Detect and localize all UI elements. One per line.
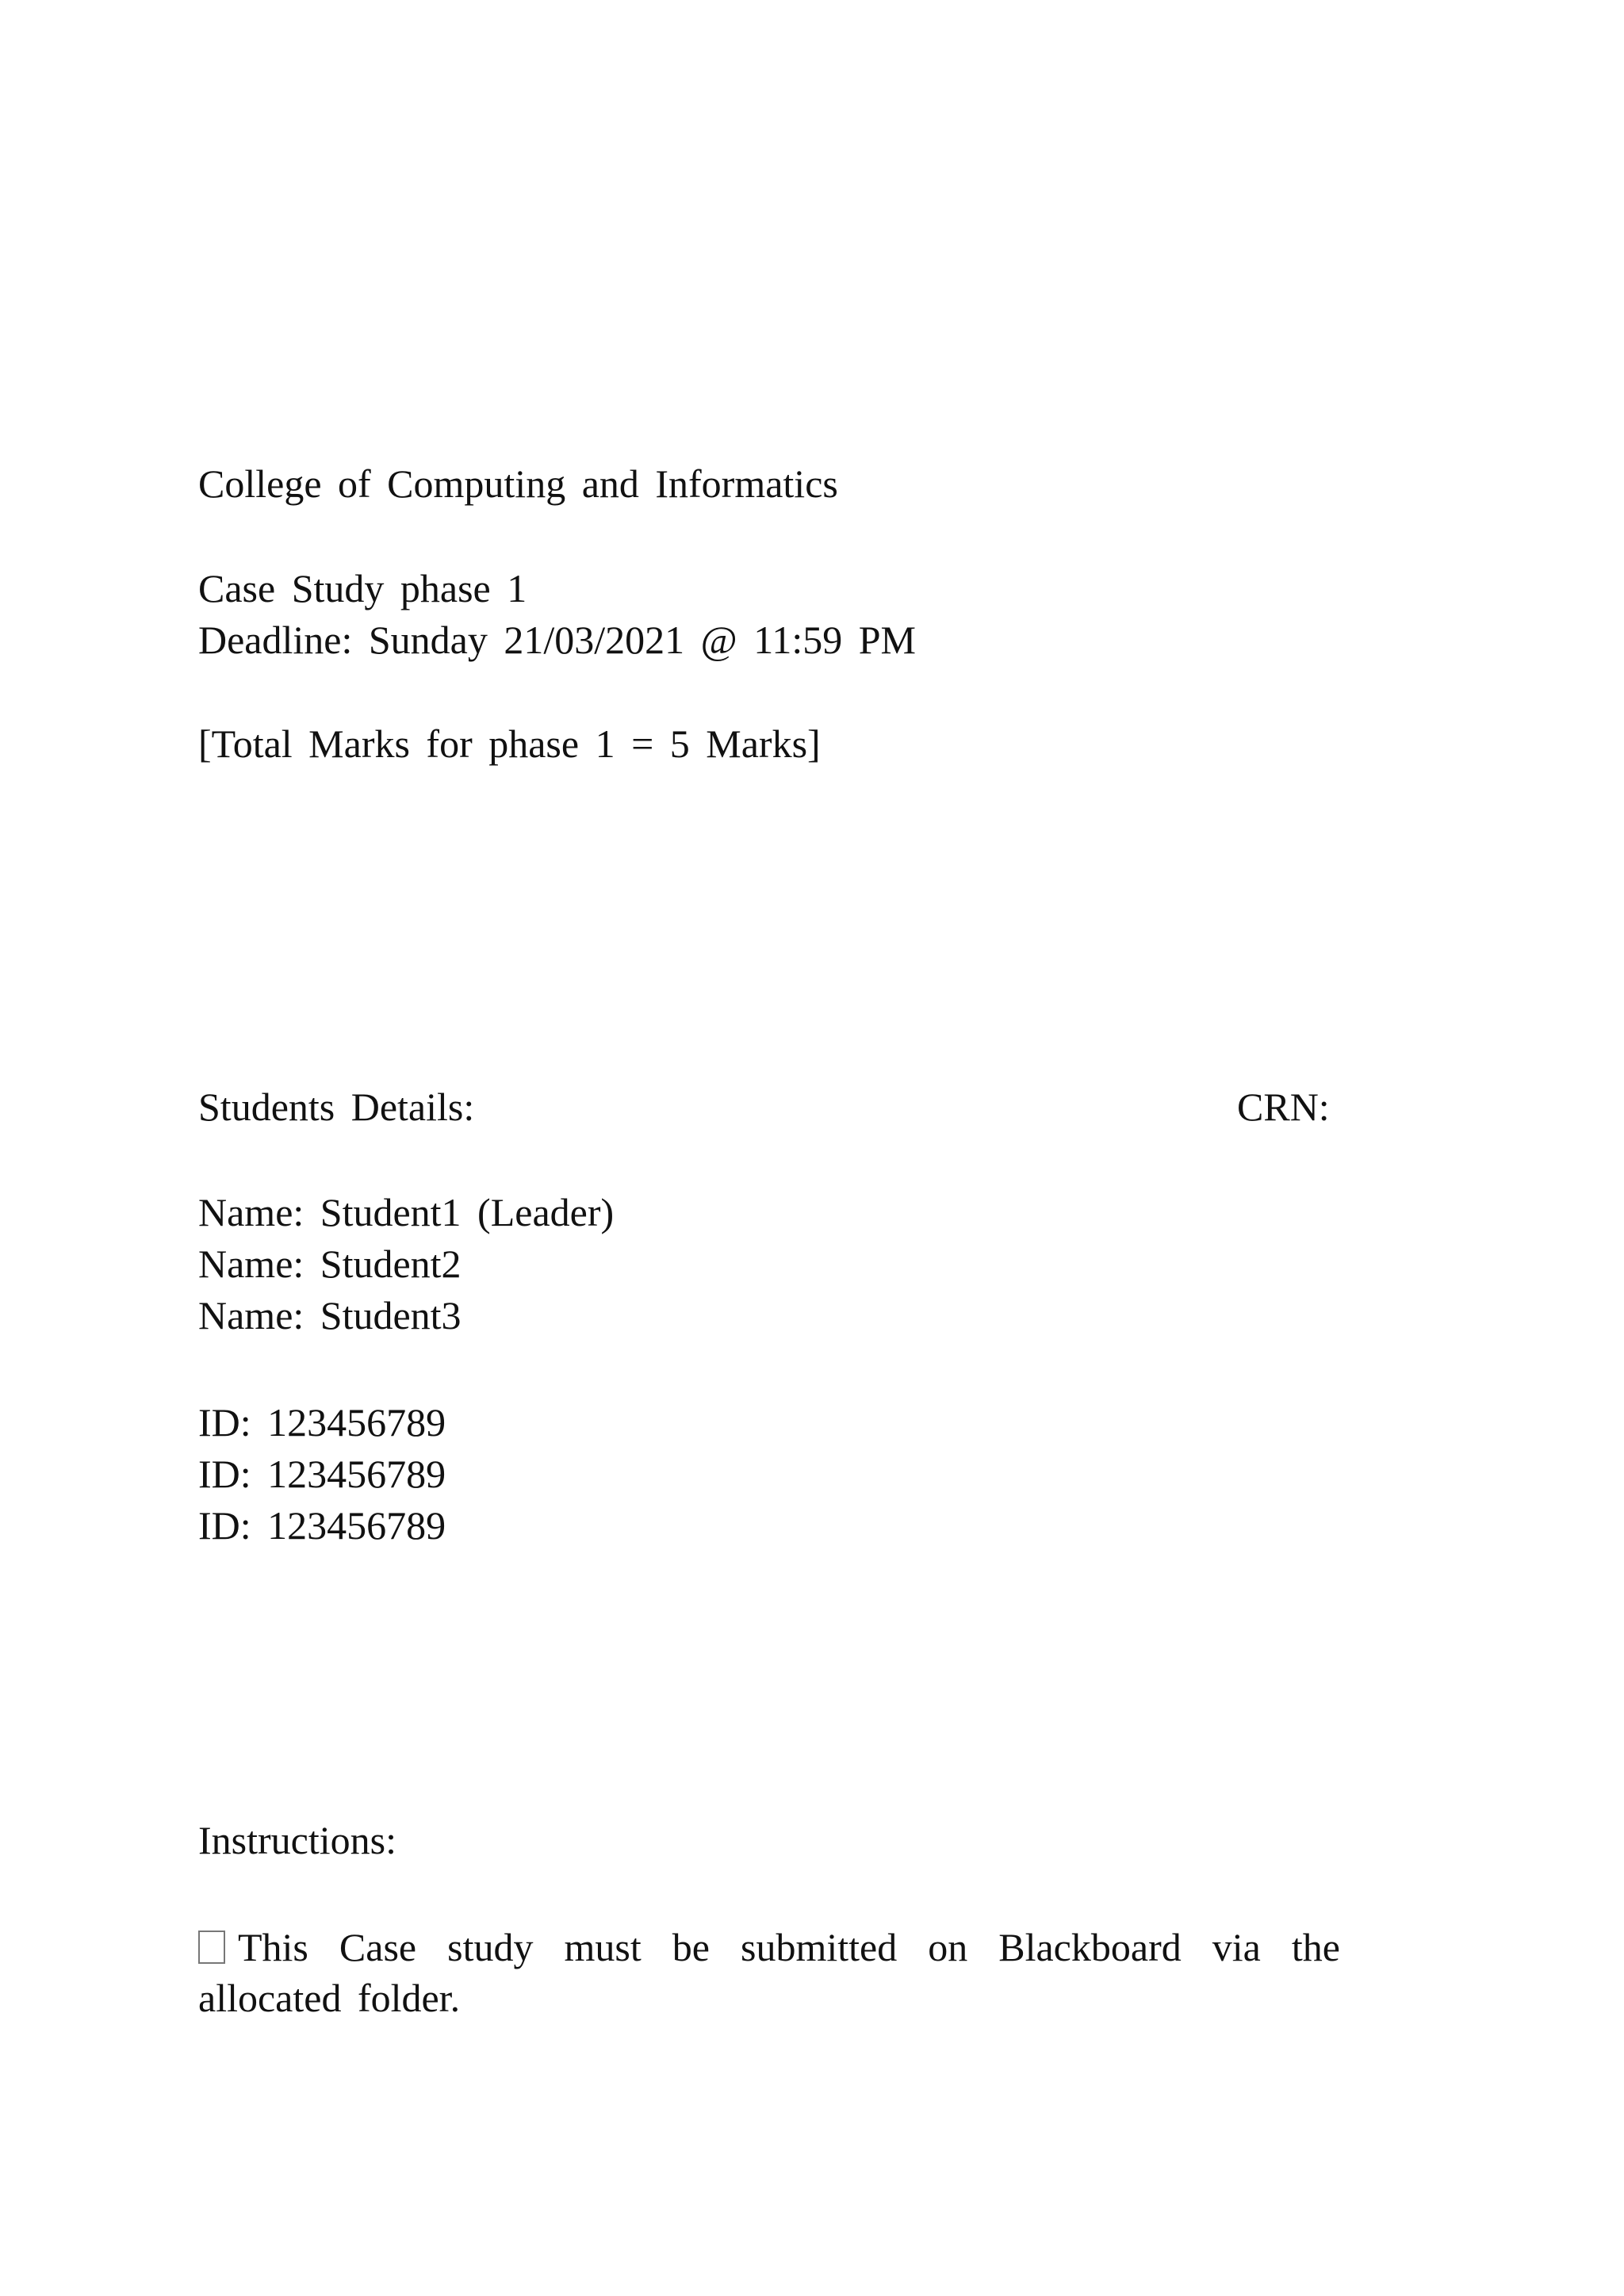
student-id-3: ID: 123456789 (198, 1503, 446, 1548)
instruction-word-6: submitted (741, 1925, 898, 1969)
instruction-word-3: study (447, 1925, 534, 1969)
total-marks: [Total Marks for phase 1 = 5 Marks] (198, 721, 821, 766)
instruction-word-1: This (198, 1922, 308, 1973)
college-name: College of Computing and Informatics (198, 461, 838, 506)
deadline: Deadline: Sunday 21/03/2021 @ 11:59 PM (198, 618, 916, 662)
crn-label: CRN: (1237, 1085, 1330, 1129)
instruction-word-5: be (672, 1925, 710, 1969)
student-id-1: ID: 123456789 (198, 1400, 446, 1445)
student-name-2: Name: Student2 (198, 1242, 462, 1286)
student-id-2: ID: 123456789 (198, 1452, 446, 1496)
case-study-title: Case Study phase 1 (198, 566, 527, 610)
instruction-word-2: Case (339, 1925, 417, 1969)
instruction-word-8: Blackboard (998, 1925, 1182, 1969)
instruction-word-4: must (564, 1925, 642, 1969)
instruction-item-1 (198, 1922, 1340, 2023)
instruction-word-10: the (1291, 1925, 1340, 1969)
bullet-box-icon (198, 1931, 225, 1964)
instruction-word-7: on (928, 1925, 968, 1969)
student-name-1: Name: Student1 (Leader) (198, 1190, 615, 1234)
instruction-word-9: via (1212, 1925, 1261, 1969)
instruction-line-2: allocated folder. (198, 1976, 461, 2020)
instructions-heading: Instructions: (198, 1818, 396, 1862)
instruction-line-1 (198, 1922, 1340, 1973)
student-name-3: Name: Student3 (198, 1293, 462, 1337)
students-details-heading: Students Details: (198, 1085, 475, 1129)
